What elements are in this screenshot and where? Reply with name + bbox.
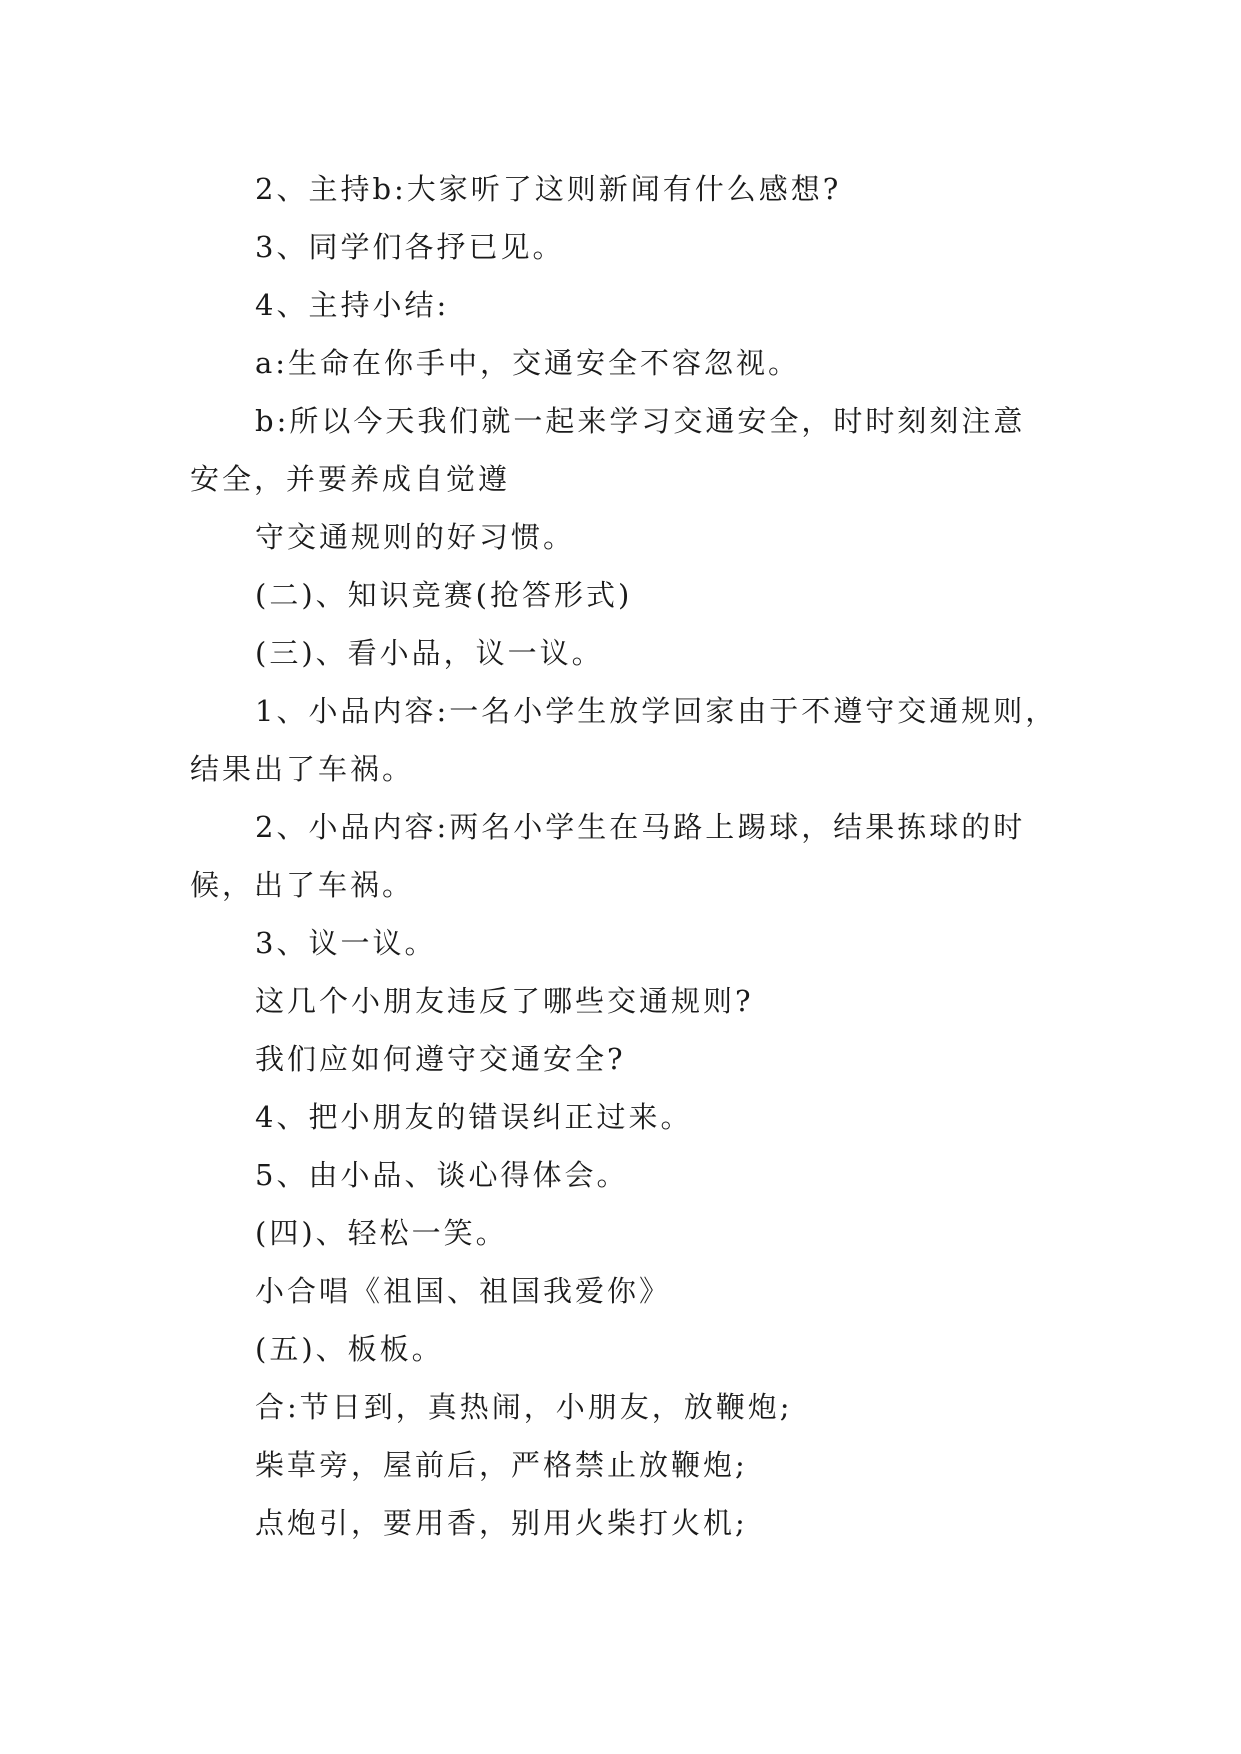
paragraph-line: 4、把小朋友的错误纠正过来。 (255, 1100, 693, 1134)
paragraph-line: 2、主持b:大家听了这则新闻有什么感想? (255, 172, 842, 206)
paragraph-line: 3、同学们各抒已见。 (255, 230, 565, 264)
paragraph-line: 合:节日到，真热闹，小朋友，放鞭炮; (255, 1390, 793, 1424)
paragraph-line: 1、小品内容:一名小学生放学回家由于不遵守交通规则， (255, 694, 1058, 728)
section-heading: (三)、看小品，议一议。 (255, 636, 604, 670)
document-body (190, 160, 1060, 1552)
section-heading: (五)、板板。 (255, 1332, 444, 1366)
paragraph-line: 5、由小品、谈心得体会。 (255, 1158, 629, 1192)
paragraph-line: 点炮引，要用香，别用火柴打火机; (255, 1506, 748, 1540)
paragraph-line: 候，出了车祸。 (190, 868, 415, 902)
paragraph-line: 4、主持小结: (255, 288, 450, 322)
paragraph-line: 守交通规则的好习惯。 (255, 520, 576, 554)
paragraph-line: 我们应如何遵守交通安全? (255, 1042, 626, 1076)
section-heading: (四)、轻松一笑。 (255, 1216, 508, 1250)
paragraph-line: 结果出了车祸。 (190, 752, 415, 786)
paragraph-line: 3、议一议。 (255, 926, 437, 960)
paragraph-line: 这几个小朋友违反了哪些交通规则? (255, 984, 754, 1018)
paragraph-line: a:生命在你手中，交通安全不容忽视。 (255, 346, 801, 380)
section-heading: (二)、知识竞赛(抢答形式) (255, 578, 633, 612)
paragraph-line: 柴草旁，屋前后，严格禁止放鞭炮; (255, 1448, 748, 1482)
paragraph-line: b:所以今天我们就一起来学习交通安全，时时刻刻注意 (255, 404, 1026, 438)
paragraph-line: 安全，并要养成自觉遵 (190, 462, 511, 496)
paragraph-line: 2、小品内容:两名小学生在马路上踢球，结果拣球的时 (255, 810, 1026, 844)
paragraph-line: 小合唱《祖国、祖国我爱你》 (255, 1274, 672, 1308)
